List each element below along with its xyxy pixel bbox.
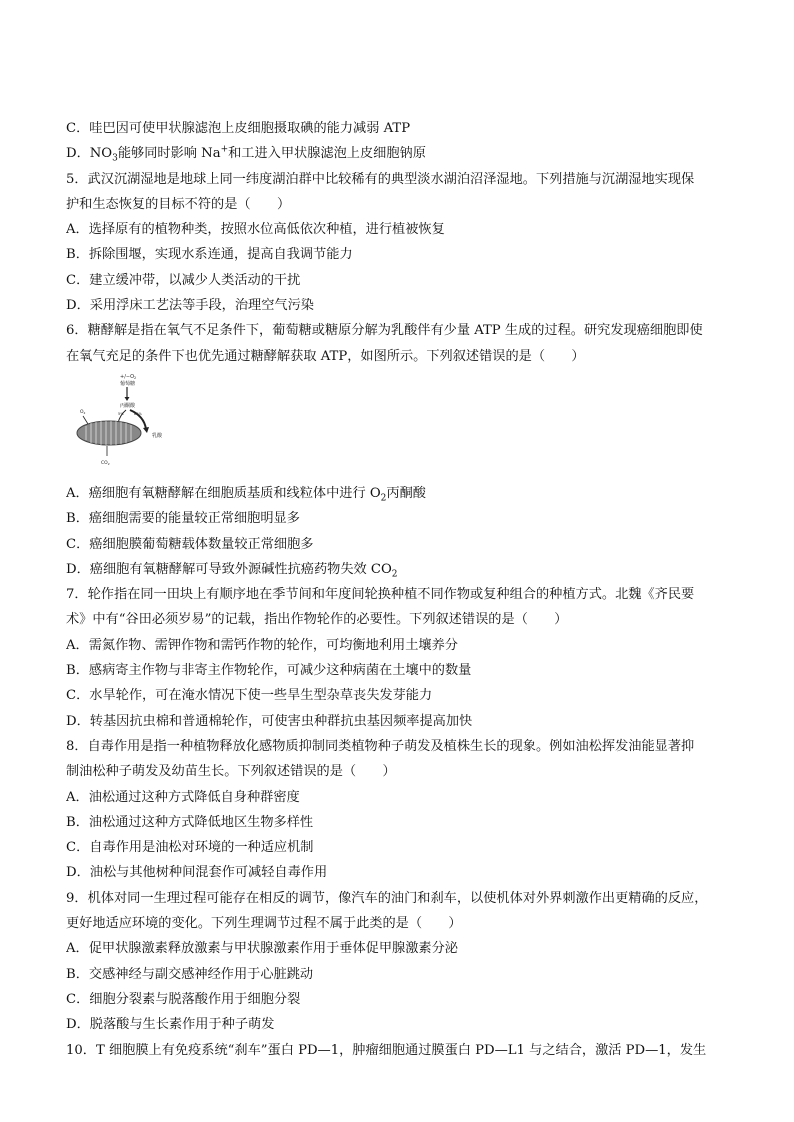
question-text-line: 9．机体对同一生理过程可能存在相反的调节，像汽车的油门和刹车，以使机体对外界刺激作出更精确的反应， (66, 890, 708, 906)
option-text: 拆除围堰，实现水系连通，提高自我调节能力 (88, 247, 353, 263)
option-text: 采用浮床工艺法等手段，治理空气污染 (89, 298, 314, 314)
option-text: 交感神经与副交感神经作用于心脏跳动 (88, 966, 314, 982)
fig-arrow-head (125, 397, 130, 401)
option-text: 脱落酸与生长素作用于种子萌发 (89, 1017, 275, 1033)
fig-glucose-label: 葡萄糖 (120, 380, 136, 387)
fig-pct-right: 85% (134, 411, 142, 416)
answer-option (66, 835, 736, 860)
answer-option (66, 557, 736, 582)
option-text: 促甲状腺激素释放激素与甲状腺激素作用于垂体促甲腺激素分泌 (88, 941, 458, 957)
option-label: D． (66, 298, 90, 314)
answer-option (66, 962, 736, 987)
option-label: B． (66, 663, 89, 679)
question (66, 734, 736, 785)
option-label: C． (66, 991, 90, 1007)
option-label: C． (66, 121, 90, 136)
option-text: 自毒作用是油松对环境的一种适应机制 (89, 840, 314, 856)
question-text-line: 8．自毒作用是指一种植物释放化感物质抑制同类植物种子萌发及植株生长的现象。例如油松挥发油能显著抑 (66, 738, 695, 754)
answer-option (66, 633, 736, 658)
option-text: 选择原有的植物种类，按照水位高低依次种植，进行植被恢复 (88, 222, 445, 238)
option-label: A． (66, 789, 89, 805)
option-text: 油松通过这种方式降低自身种群密度 (88, 789, 300, 805)
option-text: 建立缓冲带，以减少人类活动的干扰 (89, 272, 301, 288)
option-label: D． (66, 561, 90, 577)
answer-option (66, 987, 736, 1012)
option-label: C． (66, 536, 90, 552)
option-label: C． (66, 688, 90, 704)
option-label: A． (66, 637, 89, 653)
option-text: 细胞分裂素与脱落酸作用于细胞分裂 (89, 991, 301, 1007)
option-text: 癌细胞需要的能量较正常细胞明显多 (88, 511, 300, 527)
answer-option (66, 242, 736, 267)
question (66, 886, 736, 937)
answer-option (66, 785, 736, 810)
answer-option (66, 116, 736, 141)
option-label: D． (66, 1017, 90, 1033)
question-text-line: 术》中有“谷田必须岁易”的记载，指出作物轮作的必要性。下列叙述错误的是（ ） (66, 612, 568, 628)
answer-option (66, 658, 736, 683)
question (66, 582, 736, 633)
option-label: B． (66, 814, 89, 830)
question-text-line: 护和生态恢复的目标不符的是（ ） (66, 196, 291, 212)
option-label: D． (66, 713, 90, 729)
question (66, 167, 736, 218)
question (66, 1038, 736, 1063)
option-text: 水旱轮作，可在淹水情况下使一些旱生型杂草丧失发芽能力 (89, 688, 433, 704)
answer-option (66, 810, 736, 835)
fig-oxygen-condition-label: $+/-O_2$ (120, 373, 137, 380)
fig-o2-label: $O_2$ (80, 409, 86, 415)
option-text: 2 (391, 569, 398, 580)
answer-option (66, 141, 736, 166)
answer-option (66, 506, 736, 531)
option-label: C． (66, 272, 90, 288)
question-text-line: 在氧气充足的条件下也优先通过糖酵解获取 ATP，如图所示。下列叙述错误的是（ ） (66, 348, 585, 364)
option-text: 感病寄主作物与非寄主作物轮作，可减少这种病菌在土壤中的数量 (88, 663, 472, 679)
fig-mitochondrion (77, 421, 141, 445)
option-text: 能够同时影响 Na (117, 146, 221, 162)
option-label: D． (66, 146, 90, 162)
option-label: B． (66, 247, 89, 263)
option-text: + (220, 144, 229, 155)
question-text-line: 7．轮作指在同一田块上有顺序地在季节间和年度间轮换种植不同作物或复种组合的种植方式。北魏《齐民要 (66, 587, 695, 603)
answer-option (66, 293, 736, 318)
question (66, 318, 736, 369)
question-text-line: 6．糖酵解是指在氧气不足条件下，葡萄糖或糖原分解为乳酸伴有少量 ATP 生成的过程。研究发现癌细胞即使 (66, 323, 703, 339)
option-text: 癌细胞膜葡萄糖载体数量较正常细胞多 (89, 536, 314, 552)
fig-co2-label: $CO_2$ (101, 460, 110, 466)
option-text: 癌细胞有氧糖酵解在细胞质基质和线粒体中进行 O (88, 485, 381, 501)
answer-option (66, 532, 736, 557)
fig-lactate-label: 乳酸 (152, 432, 163, 439)
option-text: 3 (112, 153, 118, 164)
option-label: B． (66, 966, 89, 982)
option-text: 丙酮酸 (386, 485, 426, 501)
answer-option (66, 936, 736, 961)
answer-option (66, 268, 736, 293)
answer-option (66, 683, 736, 708)
option-label: B． (66, 511, 89, 527)
question-text-line: 更好地适应环境的变化。下列生理调节过程不属于此类的是（ ） (66, 916, 462, 932)
question-text-line: 5．武汉沉湖湿地是地球上同一纬度湖泊群中比较稀有的典型淡水湖泊沼泽湿地。下列措施与沉湖湿地实现保 (66, 171, 695, 187)
page-content (66, 116, 736, 1063)
option-text: 需氮作物、需钾作物和需钙作物的轮作，可均衡地利用土壤养分 (88, 637, 458, 653)
answer-option (66, 860, 736, 885)
answer-option (66, 709, 736, 734)
fig-o2-arrow (83, 416, 88, 424)
option-label: C． (66, 840, 90, 856)
option-text: 2 (380, 493, 387, 504)
option-text: 癌细胞有氧糖酵解可导致外源碱性抗癌药物失效 CO (89, 561, 392, 577)
option-label: A． (66, 941, 89, 957)
answer-option (66, 481, 736, 506)
option-text: 和工进入甲状腺滤泡上皮细胞钠原 (228, 146, 426, 162)
option-text: 哇巴因可使甲状腺滤泡上皮细胞摄取碘的能力减弱 ATP (89, 121, 411, 136)
option-text: 油松与其他树种间混套作可减轻自毒作用 (89, 865, 328, 881)
option-text: 转基因抗虫棉和普通棉轮作，可使害虫种群抗虫基因频率提高加快 (89, 713, 473, 729)
question-text-line: 10．T 细胞膜上有免疫系统“刹车”蛋白 PD—1，肿瘤细胞通过膜蛋白 PD—L1 与之结合，激活 PD—1，发生 (66, 1042, 707, 1058)
option-text: NO (89, 146, 113, 162)
glycolysis-diagram (74, 371, 184, 471)
option-label: A． (66, 222, 89, 238)
option-text: 油松通过这种方式降低地区生物多样性 (88, 814, 314, 830)
question-text-line: 制油松种子萌发及幼苗生长。下列叙述错误的是（ ） (66, 764, 396, 780)
fig-lactate-arrow-head (143, 427, 149, 433)
fig-pct-left: 5% (118, 411, 124, 416)
option-label: A． (66, 485, 89, 501)
answer-option (66, 217, 736, 242)
fig-pyruvate-label: 丙酮酸 (120, 402, 136, 409)
option-label: D． (66, 865, 90, 881)
answer-option (66, 1012, 736, 1037)
